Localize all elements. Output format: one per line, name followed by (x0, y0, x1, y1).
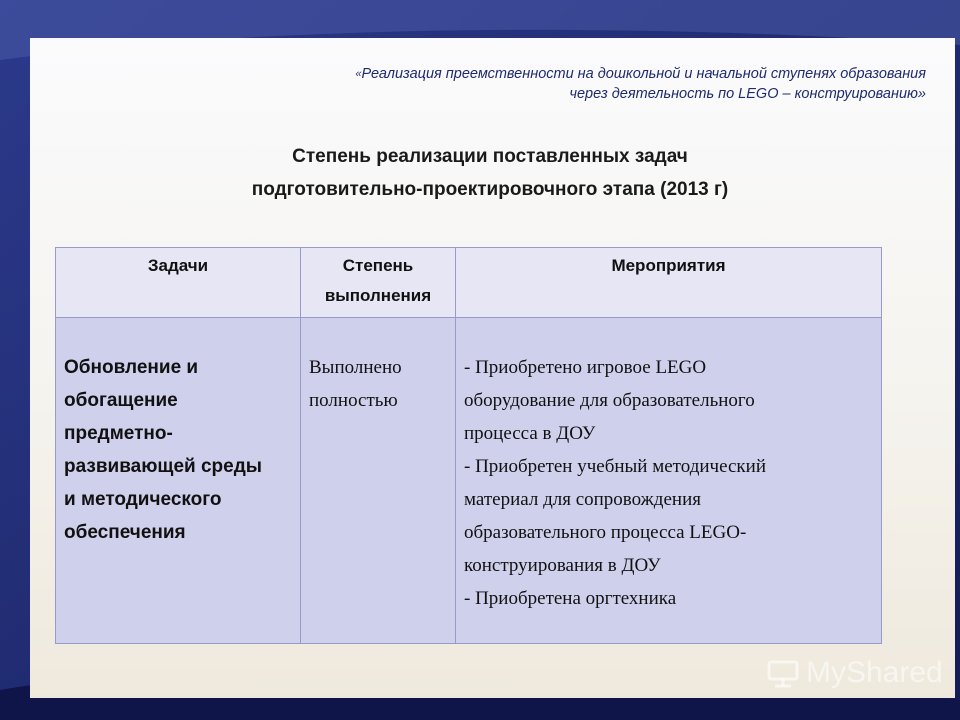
table-row (56, 318, 882, 644)
cell-activities: - Приобретено игровое LEGO оборудование для образовательного процесса в ДОУ - Приобретен учебный методический материал для сопровождения образовательного процесса LEGO- конструирования в ДОУ - Приобретена оргтехника (456, 318, 882, 644)
presentation-board-icon (766, 658, 800, 688)
cell-status: Выполнено полностью (301, 318, 456, 644)
watermark-text: MyShared (806, 656, 943, 689)
header-tasks: Задачи (56, 248, 301, 318)
table-header-row (56, 248, 882, 318)
presentation-subtitle: «Реализация преемственности на дошкольной и начальной ступенях образования через деятельность по LEGO – конструированию» (206, 64, 926, 104)
subtitle-line-1: Реализация преемственности на дошкольной и начальной ступенях образования (361, 66, 926, 82)
title-line-2: подготовительно-проектировочного этапа (2013 г) (251, 179, 729, 200)
slide-title (140, 140, 840, 206)
title-line-1: Степень реализации поставленных задач (292, 146, 688, 167)
header-activities: Мероприятия (456, 248, 882, 318)
header-status: Степень выполнения (301, 248, 456, 318)
cell-task: Обновление и обогащение предметно- развивающей среды и методического обеспечения (56, 318, 301, 644)
myshared-watermark[interactable] (766, 656, 943, 690)
subtitle-line-2: через деятельность по LEGO – конструированию» (569, 86, 926, 102)
tasks-table (55, 247, 882, 644)
